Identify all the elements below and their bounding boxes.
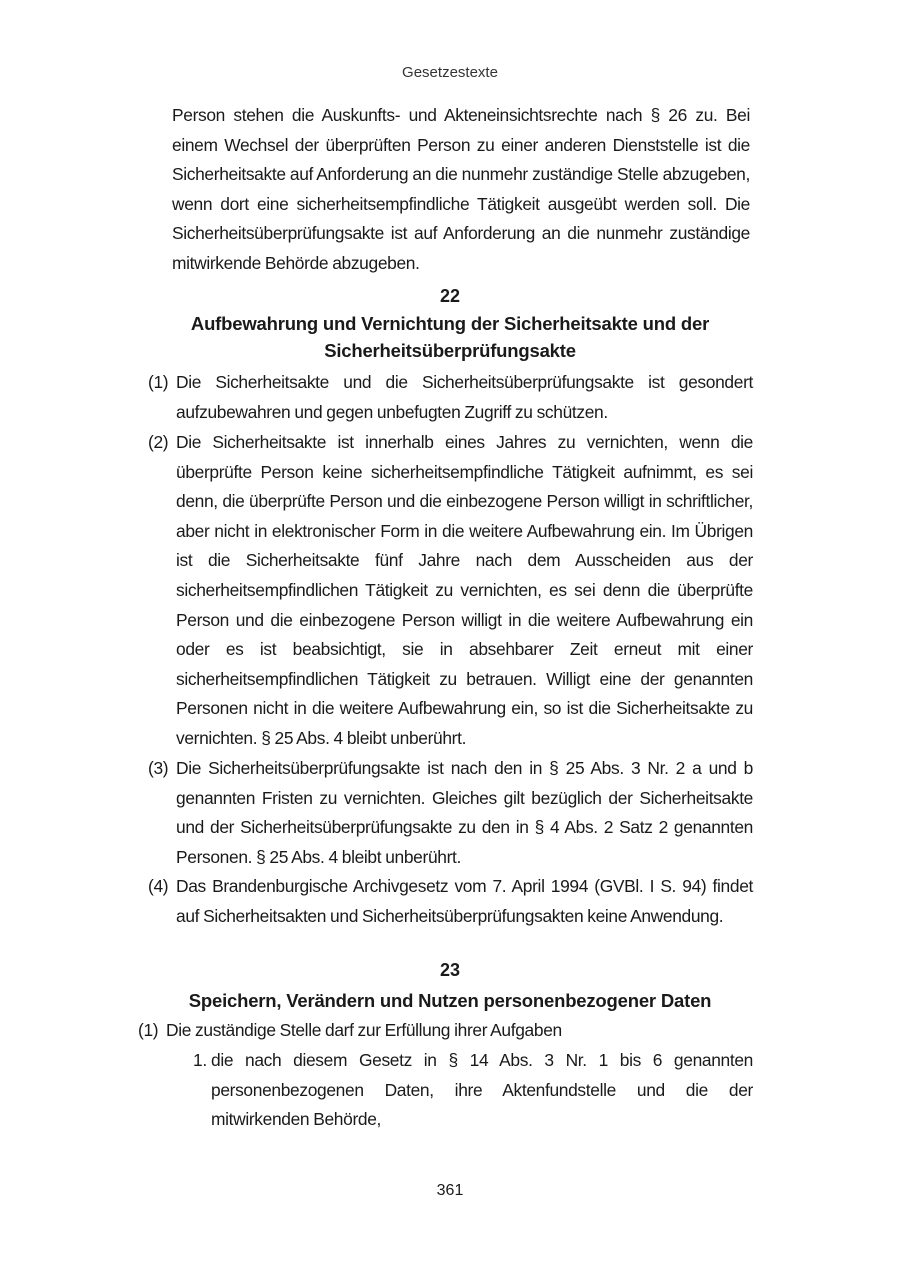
section-23-title: Speichern, Verändern und Nutzen personenbezogener Daten [188,990,712,1011]
section-22-paragraph-1 [148,368,753,427]
section-23-paragraph-1 [138,1016,743,1046]
section-23-item-1 [193,1046,753,1135]
section-23-number: 23 [439,960,461,980]
section-22-paragraph-2 [148,428,753,754]
intro-paragraph: Person stehen die Auskunfts- und Akteneinsichtsrechte nach § 26 zu. Bei einem Wechsel der überprüften Person zu einer anderen Dienststelle ist die Sicherheitsakte auf Anforderung an die nunmehr zuständige Stelle abzugeben, wenn dort eine sicherheitsempfindliche Tätigkeit ausgeübt werden soll. Die Sicherheitsüberprüfungsakte ist auf Anforderung an die nunmehr zuständige mitwirkende Behörde abzugeben. [172,105,750,273]
paragraph-number: (1) [138,1020,159,1040]
paragraph-text: Das Brandenburgische Archivgesetz vom 7. April 1994 (GVBl. I S. 94) findet auf Sicherheitsakten und Sicherheitsüberprüfungsakten keine Anwendung. [176,876,753,926]
paragraph-number: (4) [148,876,169,896]
section-22-title: Aufbewahrung und Vernichtung der Sicherheitsakte und der Sicherheitsüberprüfungsakte [190,313,710,361]
paragraph-text: Die zuständige Stelle darf zur Erfüllung ihrer Aufgaben [166,1020,562,1040]
paragraph-text: Die Sicherheitsüberprüfungsakte ist nach den in § 25 Abs. 3 Nr. 2 a und b genannten Fristen zu vernichten. Gleiches gilt bezüglich der Sicherheitsakte und der Sicherheitsüberprüfungsakte zu den in § 4 Abs. 2 Satz 2 genannten Personen. § 25 Abs. 4 bleibt unberührt. [176,758,753,867]
item-text: die nach diesem Gesetz in § 14 Abs. 3 Nr. 1 bis 6 genannten personenbezogenen Daten, ihre Aktenfundstelle und die der mitwirkenden Behörde, [211,1050,753,1130]
section-22-number: 22 [439,286,461,306]
running-head: Gesetzestexte [402,64,498,81]
page-number: 361 [436,1182,464,1199]
paragraph-text: Die Sicherheitsakte und die Sicherheitsüberprüfungsakte ist gesondert aufzubewahren und gegen unbefugten Zugriff zu schützen. [176,372,753,422]
section-22-paragraph-4 [148,872,753,931]
paragraph-number: (1) [148,372,169,392]
paragraph-text: Die Sicherheitsakte ist innerhalb eines Jahres zu vernichten, wenn die überprüfte Person keine sicherheitsempfindliche Tätigkeit aufnimmt, es sei denn, die überprüfte Person und die einbezogene Person willigt in schriftlicher, aber nicht in elektronischer Form in die weitere Aufbewahrung ein. Im Übrigen ist die Sicherheitsakte fünf Jahre nach dem Ausscheiden aus der sicherheitsempfindlichen Tätigkeit zu vernichten, es sei denn die überprüfte Person und die einbezogene Person willigt in die weitere Aufbewahrung ein oder es ist beabsichtigt, sie in absehbarer Zeit erneut mit einer sicherheitsempfindlichen Tätigkeit zu betrauen. Willigt eine der genannten Personen nicht in die weitere Aufbewahrung ein, so ist die Sicherheitsakte zu vernichten. § 25 Abs. 4 bleibt unberührt. [176,432,753,748]
paragraph-number: (2) [148,432,169,452]
paragraph-number: (3) [148,758,169,778]
item-number: 1. [193,1050,207,1070]
section-22-paragraph-3 [148,754,753,872]
